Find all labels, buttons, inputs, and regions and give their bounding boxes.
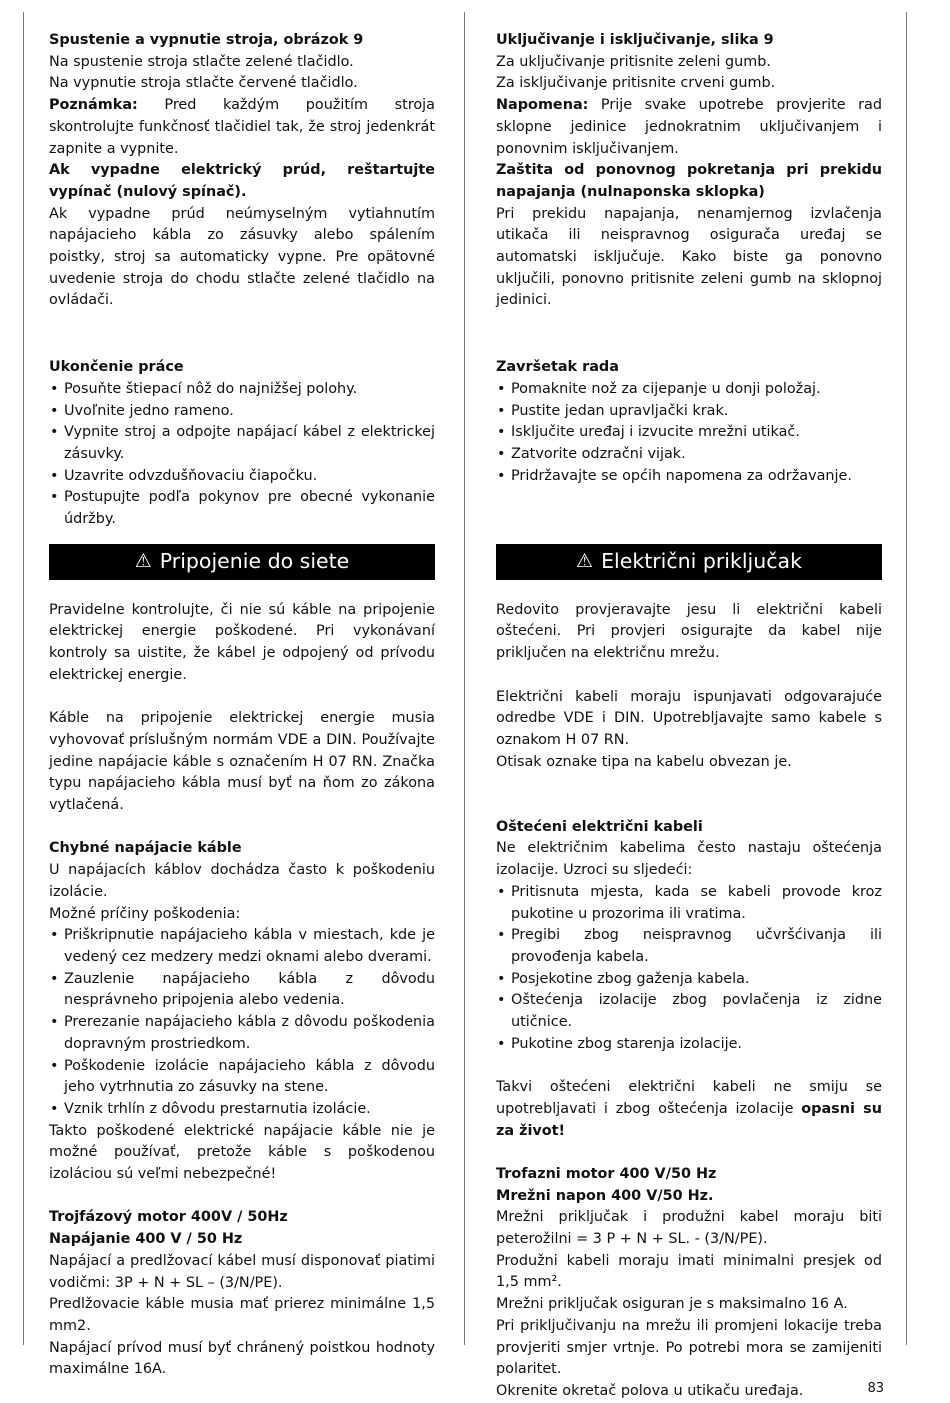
list-item: • Zauzlenie napájacieho kábla z dôvodu nesprávneho pripojenia alebo vedenia. (49, 969, 435, 1012)
paragraph: Pri priključivanju na mrežu ili promjeni lokacije treba provjeriti smjer vrtnje. Po potrebi mora se zamijeniti polaritet. (496, 1317, 882, 1378)
section-subtitle-supply: Mrežni napon 400 V/50 Hz. (496, 1187, 714, 1204)
section-title-faulty-cables: Chybné napájacie káble (49, 840, 242, 857)
paragraph: Káble na pripojenie elektrickej energie musia vyhovovať príslušným normám VDE a DIN. Používajte jedine napájacie káble s označením H 07 RN. Značka typu napájacieho kábla musí byť na ňom zo zákona vytlačená. (49, 710, 435, 814)
power-failure-text: Ak vypadne prúd neúmyselným vytiahnutím napájacieho kábla zo zásuvky alebo spálením poistky, stroj sa automaticky vypne. Pre opätovné uvedenie stroja do chodu stlačte zelené tlačidlo na ovládači. (49, 205, 435, 309)
note-text: Pred každým použitím stroja skontrolujte funkčnosť tlačidiel tak, že stroj jedenkrát zapnite a vypnite. (49, 97, 435, 157)
damage-causes-list (49, 925, 435, 1120)
note-paragraph (49, 95, 435, 160)
list-item: • Uzavrite odvzdušňovaciu čiapočku. (49, 466, 435, 488)
paragraph: Napájací prívod musí byť chránený poistkou hodnoty maximálne 16A. (49, 1339, 435, 1378)
list-item: • Pritisnuta mjesta, kada se kabeli provode kroz pukotine u prozorima ili vratima. (496, 882, 882, 925)
list-item: • Poškodenie izolácie napájacieho kábla z dôvodu jeho vytrhnutia zo zásuvky na stene. (49, 1056, 435, 1099)
section-title-start-stop: Spustenie a vypnutie stroja, obrázok 9 (49, 32, 364, 48)
text-line: Za uključivanje pritisnite zeleni gumb. (496, 53, 771, 70)
paragraph: Ne električnim kabelima često nastaju oštećenja izolacije. Uzroci su sljedeći: (496, 840, 882, 879)
list-item: • Pomaknite nož za cijepanje u donji položaj. (496, 379, 882, 401)
end-work-list (49, 379, 435, 531)
paragraph: Mrežni priključak i produžni kabel moraju biti peterožilni = 3 P + N + SL. - (3/N/PE). (496, 1209, 882, 1248)
section-title-end-work: Završetak rada (496, 359, 619, 376)
warning-triangle-icon: ⚠ (134, 549, 152, 572)
paragraph: Okrenite okretač polova u utikaču uređaja. (496, 1383, 804, 1399)
end-work-list (496, 379, 882, 488)
list-item: • Vznik trhlín z dôvodu prestarnutia izolácie. (49, 1099, 435, 1121)
power-failure-heading: Ak vypadne elektrický prúd, reštartujte vypínač (nulový spínač). (49, 162, 435, 200)
paragraph: U napájacích káblov dochádza často k poškodeniu izolácie. (49, 862, 435, 900)
croatian-column (496, 30, 882, 1403)
power-failure-text: Pri prekidu napajanja, nenamjernog izvlačenja utikača ili neispravnog osigurača uređaj se automatski isključuje. Kako biste ga ponovno uključili, ponovno pritisnite zeleni gumb na sklopnoj jedinici. (496, 205, 882, 309)
center-column-rule (464, 12, 465, 1345)
paragraph: Otisak oznake tipa na kabelu obvezan je. (496, 753, 792, 770)
text-line: Na vypnutie stroja stlačte červené tlačidlo. (49, 75, 358, 92)
section-title-end-work: Ukončenie práce (49, 359, 184, 376)
list-item: • Uvoľnite jedno rameno. (49, 401, 435, 423)
section-title-motor: Trojfázový motor 400V / 50Hz (49, 1209, 288, 1226)
note-label: Napomena: (496, 97, 589, 114)
list-item: • Zatvorite odzračni vijak. (496, 444, 882, 466)
list-item: • Priškripnutie napájacieho kábla v miestach, kde je vedený cez medzery medzi oknami alebo dverami. (49, 925, 435, 968)
list-item: • Pukotine zbog starenja izolacije. (496, 1034, 882, 1056)
paragraph: Napájací a predlžovací kábel musí disponovať piatimi vodičmi: 3P + N + SL – (3/N/PE). (49, 1252, 435, 1291)
section-title-motor: Trofazni motor 400 V/50 Hz (496, 1165, 717, 1182)
note-text: Prije svake upotrebe provjerite rad sklopne jedinice jednokratnim uključivanjem i ponovnim isključivanjem. (496, 97, 882, 157)
section-title-start-stop: Uključivanje i isključivanje, slika 9 (496, 32, 774, 48)
banner-label: Pripojenie do siete (159, 548, 350, 573)
paragraph: Predlžovacie káble musia mať prierez minimálne 1,5 mm2. (49, 1296, 435, 1334)
list-item: • Posuňte štiepací nôž do najnižšej polohy. (49, 379, 435, 401)
damage-causes-list (496, 882, 882, 1056)
danger-text: Takvi oštećeni električni kabeli ne smiju se upotrebljavati i zbog oštećenja izolacije (496, 1079, 882, 1117)
text-line: Na spustenie stroja stlačte zelené tlačidlo. (49, 53, 354, 70)
paragraph: Mrežni priključak osiguran je s maksimalno 16 A. (496, 1296, 848, 1313)
list-item: • Pustite jedan upravljački krak. (496, 401, 882, 423)
banner-label: Električni priključak (601, 548, 802, 573)
note-paragraph (496, 95, 882, 160)
paragraph: Redovito provjeravajte jesu li električni kabeli oštećeni. Pri provjeri osigurajte da kabel nije priključen na električnu mrežu. (496, 601, 882, 662)
list-item: • Pregibi zbog neispravnog učvršćivanja ili provođenja kabela. (496, 925, 882, 968)
left-margin-rule (23, 12, 24, 1345)
note-label: Poznámka: (49, 97, 138, 114)
slovak-column (49, 30, 435, 1381)
list-item: • Pridržavajte se općih napomena za održavanje. (496, 466, 882, 488)
paragraph: Produžni kabeli moraju imati minimalni presjek od 1,5 mm². (496, 1252, 882, 1291)
section-subtitle-supply: Napájanie 400 V / 50 Hz (49, 1231, 243, 1248)
paragraph: Takto poškodené elektrické napájacie káble nie je možné používať, pretože káble s poškodenou izoláciou sú veľmi nebezpečné! (49, 1122, 435, 1183)
paragraph: Električni kabeli moraju ispunjavati odgovarajuće odredbe VDE i DIN. Upotrebljavajte samo kabele s oznakom H 07 RN. (496, 688, 882, 748)
section-banner-power-connection (49, 544, 435, 580)
list-item: • Vypnite stroj a odpojte napájací kábel z elektrickej zásuvky. (49, 422, 435, 465)
list-item: • Oštećenja izolacije zbog povlačenja iz zidne utičnice. (496, 990, 882, 1033)
danger-emphasis: opasni su za život! (496, 1100, 882, 1139)
warning-triangle-icon: ⚠ (576, 549, 594, 572)
list-item: • Posjekotine zbog gaženja kabela. (496, 969, 882, 991)
list-item: • Prerezanie napájacieho kábla z dôvodu poškodenia dopravným prostriedkom. (49, 1012, 435, 1055)
list-item: • Isključite uređaj i izvucite mrežni utikač. (496, 422, 882, 444)
section-title-damaged-cables: Oštećeni električni kabeli (496, 818, 703, 835)
danger-paragraph (496, 1077, 882, 1142)
paragraph: Pravidelne kontrolujte, či nie sú káble na pripojenie elektrickej energie poškodené. Pri vykonávaní kontroly sa uistite, že kábel je odpojený od prívodu elektrickej energie. (49, 601, 435, 683)
power-failure-heading: Zaštita od ponovnog pokretanja pri prekidu napajanja (nulnaponska sklopka) (496, 162, 882, 200)
paragraph: Možné príčiny poškodenia: (49, 905, 241, 922)
list-item: • Postupujte podľa pokynov pre obecné vykonanie údržby. (49, 487, 435, 530)
right-margin-rule (906, 12, 907, 1345)
page-number: 83 (867, 1381, 884, 1396)
text-line: Za isključivanje pritisnite crveni gumb. (496, 75, 776, 92)
section-banner-electrical-connection (496, 544, 882, 580)
